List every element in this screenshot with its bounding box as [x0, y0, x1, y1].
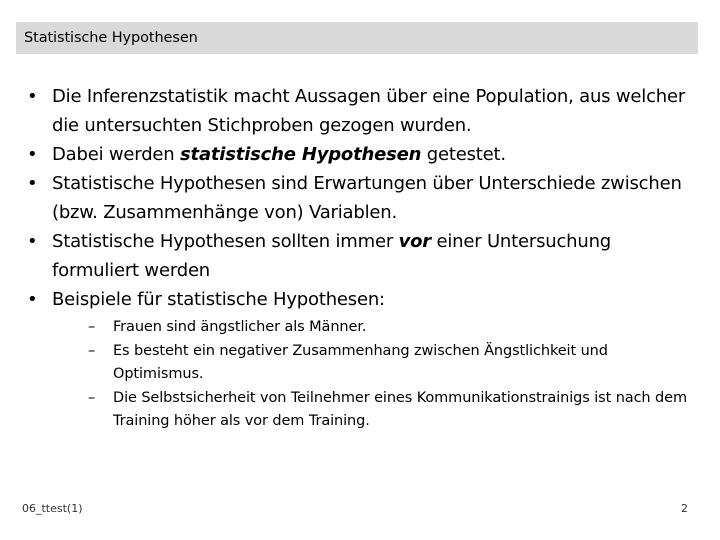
bullet-text-post: getestet.: [421, 144, 506, 165]
bullet-item: [22, 140, 698, 169]
bullet-icon: •: [27, 173, 38, 194]
bullet-text-emphasis: vor: [398, 231, 431, 252]
slide-title: Statistische Hypothesen: [24, 30, 198, 46]
bullet-list: [22, 82, 698, 434]
bullet-text-pre: Statistische Hypothesen sollten immer: [52, 231, 399, 252]
bullet-text: Die Inferenzstatistik macht Aussagen über eine Population, aus welcher die untersuchten Stichproben gezogen wurden.: [52, 86, 686, 136]
bullet-text-pre: Dabei werden: [52, 144, 181, 165]
bullet-icon: •: [27, 86, 38, 107]
sub-bullet-text: Frauen sind ängstlicher als Männer.: [113, 319, 367, 335]
sub-bullet-text: Die Selbstsicherheit von Teilnehmer eines Kommunikationstrainigs ist nach dem Training höher als vor dem Training.: [113, 389, 687, 429]
sub-bullet-item: [83, 316, 698, 340]
footer-filename: 06_ttest(1): [22, 502, 83, 515]
bullet-icon: •: [27, 289, 38, 310]
sub-bullet-text: Es besteht ein negativer Zusammenhang zwischen Ängstlichkeit und Optimismus.: [113, 342, 608, 382]
slide-title-bar: [16, 22, 698, 54]
dash-icon: –: [88, 342, 96, 359]
bullet-text: Beispiele für statistische Hypothesen:: [52, 289, 385, 310]
page-number: 2: [681, 502, 688, 515]
bullet-item: [22, 169, 698, 227]
sub-bullet-item: [83, 340, 698, 387]
bullet-text-emphasis: statistische Hypothesen: [180, 144, 422, 165]
bullet-text: Statistische Hypothesen sind Erwartungen über Unterschiede zwischen (bzw. Zusammenhänge von) Variablen.: [52, 173, 682, 223]
bullet-icon: •: [27, 144, 38, 165]
bullet-item: [22, 285, 698, 434]
dash-icon: –: [88, 319, 96, 335]
slide-content: [22, 82, 698, 434]
bullet-icon: •: [27, 231, 38, 252]
sub-bullet-item: [83, 387, 698, 434]
bullet-item: [22, 227, 698, 285]
sub-bullet-list: [52, 316, 698, 434]
dash-icon: –: [88, 389, 96, 406]
bullet-item: [22, 82, 698, 140]
bullet-text-post: einer Untersuchung formuliert werden: [52, 231, 612, 281]
